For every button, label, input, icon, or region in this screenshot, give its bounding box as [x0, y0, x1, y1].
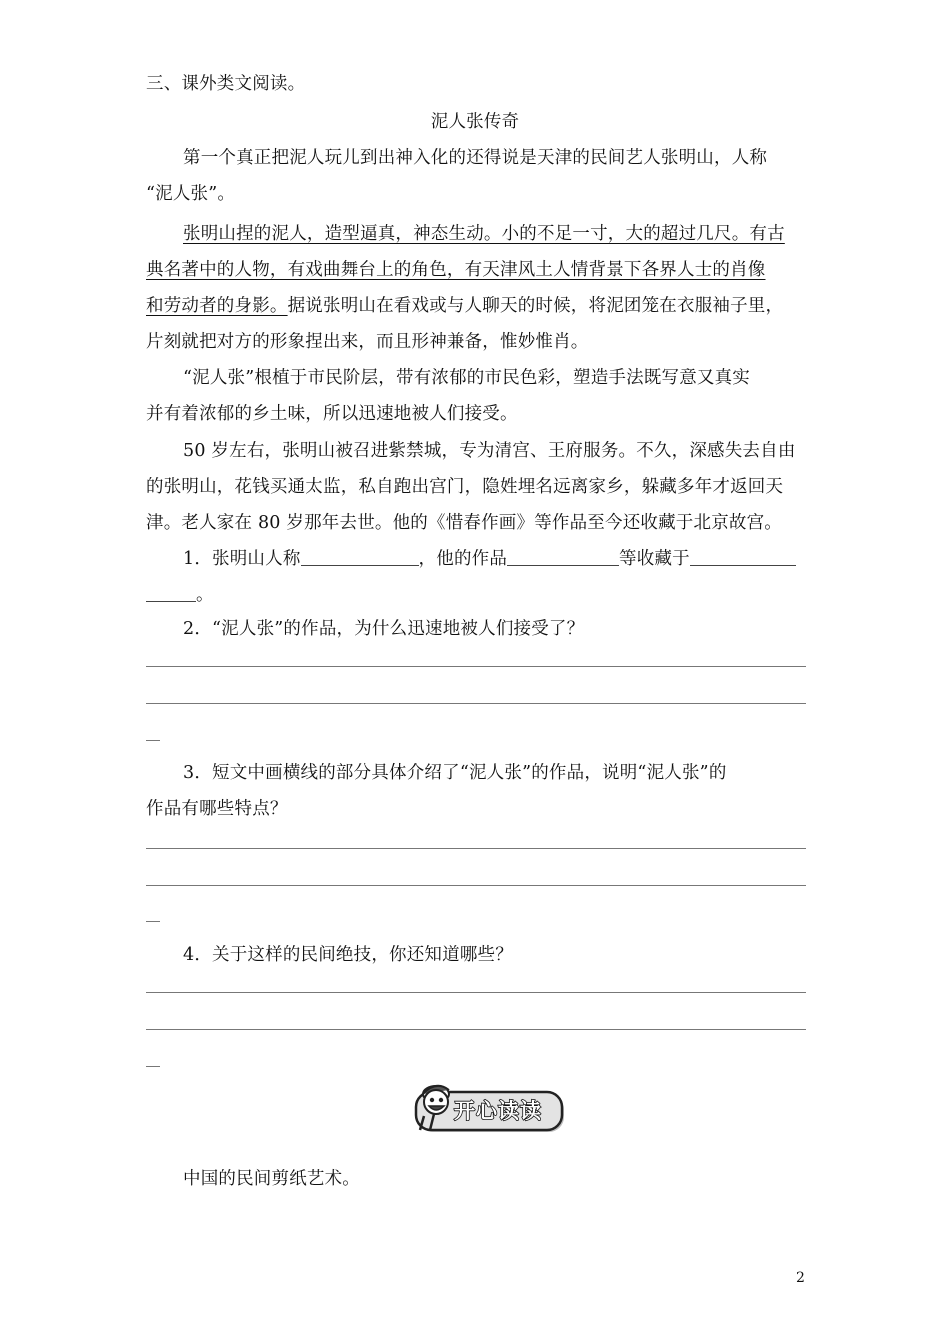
answer-line-q3-1[interactable]	[146, 848, 806, 849]
underlined-passage-line-3: 和劳动者的身影。	[146, 296, 288, 316]
happy-reading-text: 中国的民间剪纸艺术。	[183, 1169, 360, 1189]
question-1-part-1: 1．张明山人称	[183, 549, 301, 569]
article-title: 泥人张传奇	[430, 112, 520, 132]
answer-line-q2-2[interactable]	[146, 703, 806, 704]
answer-line-q3-3[interactable]	[146, 921, 160, 922]
answer-blank-work[interactable]	[507, 547, 619, 566]
question-4: 4．关于这样的民间绝技，你还知道哪些？	[183, 945, 513, 965]
answer-blank-location-1[interactable]	[690, 547, 796, 566]
paragraph-4-line-3: 津。老人家在 80 岁那年去世。他的《惜春作画》等作品至今还收藏于北京故宫。	[146, 513, 782, 533]
question-1-end: 。	[196, 585, 214, 605]
paragraph-3-line-2: 并有着浓郁的乡土味，所以迅速地被人们接受。	[146, 404, 518, 424]
paragraph-3-line-1: “泥人张”根植于市民阶层，带有浓郁的市民色彩，塑造手法既写意又真实	[183, 368, 750, 388]
question-1-part-3: 等收藏于	[619, 549, 690, 569]
paragraph-4-line-2: 的张明山，花钱买通太监，私自跑出宫门，隐姓埋名远离家乡，躲藏多年才返回天	[146, 477, 784, 497]
question-2: 2．“泥人张”的作品，为什么迅速地被人们接受了？	[183, 619, 585, 639]
answer-line-q4-2[interactable]	[146, 1029, 806, 1030]
question-1-continuation	[146, 583, 806, 607]
answer-line-q2-3[interactable]	[146, 740, 160, 741]
paragraph-2-continuation: 据说张明山在看戏或与人聊天的时候，将泥团笼在衣服袖子里，	[287, 296, 784, 316]
happy-reading-banner	[414, 1076, 566, 1136]
answer-line-q4-1[interactable]	[146, 992, 806, 993]
page-number: 2	[796, 1270, 805, 1286]
question-1	[183, 547, 843, 571]
underlined-passage-line-1: 张明山捏的泥人，造型逼真，神态生动。小的不足一寸，大的超过几尺。有古	[183, 224, 785, 244]
question-1-part-2: ，他的作品	[418, 549, 508, 569]
banner-text: 开心读读	[454, 1099, 542, 1123]
answer-blank-nickname[interactable]	[301, 547, 419, 566]
paragraph-2-line-4: 片刻就把对方的形象捏出来，而且形神兼备，惟妙惟肖。	[146, 332, 589, 352]
paragraph-1-line-2: “泥人张”。	[146, 184, 236, 204]
question-3-line-2: 作品有哪些特点？	[146, 799, 288, 819]
paragraph-4-line-1: 50 岁左右，张明山被召进紫禁城，专为清宫、王府服务。不久，深感失去自由	[183, 441, 796, 461]
paragraph-2-line-3	[146, 294, 806, 318]
answer-line-q3-2[interactable]	[146, 885, 806, 886]
answer-blank-location-2[interactable]	[146, 583, 196, 602]
section-title: 三、课外类文阅读。	[146, 74, 306, 94]
question-3-line-1: 3．短文中画横线的部分具体介绍了“泥人张”的作品，说明“泥人张”的	[183, 763, 727, 783]
underlined-passage-line-2: 典名著中的人物，有戏曲舞台上的角色，有天津风土人情背景下各界人士的肖像	[146, 260, 766, 280]
answer-line-q4-3[interactable]	[146, 1066, 160, 1067]
paragraph-1-line-1: 第一个真正把泥人玩儿到出神入化的还得说是天津的民间艺人张明山，人称	[183, 148, 768, 168]
answer-line-q2-1[interactable]	[146, 666, 806, 667]
